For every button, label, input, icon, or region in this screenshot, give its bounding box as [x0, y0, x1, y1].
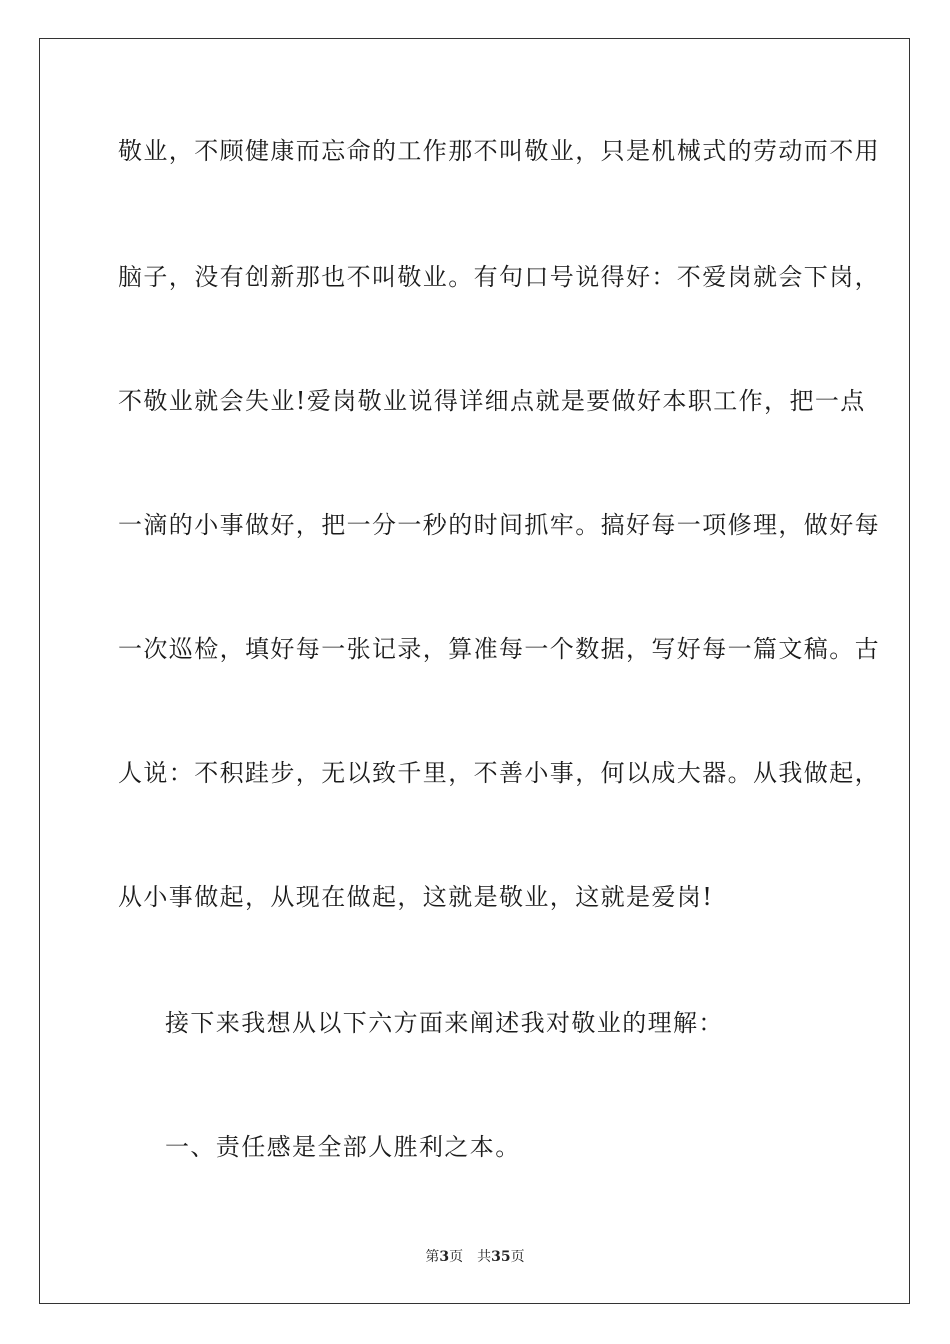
- total-suffix: 页: [510, 1249, 525, 1265]
- body-text-line-5: 一次巡检，填好每一张记录，算准每一个数据，写好每一篇文稿。古: [118, 635, 880, 663]
- body-text-line-4: 一滴的小事做好，把一分一秒的时间抓牢。搞好每一项修理，做好每: [118, 511, 880, 539]
- body-text-line-2: 脑子，没有创新那也不叫敬业。有句口号说得好：不爱岗就会下岗，: [118, 263, 880, 291]
- section-heading: 一、责任感是全部人胜利之本。: [165, 1133, 521, 1161]
- page-footer: [0, 1248, 950, 1266]
- intro-paragraph: 接下来我想从以下六方面来阐述我对敬业的理解：: [165, 1009, 724, 1037]
- page-prefix: 第: [425, 1249, 440, 1265]
- page-border: [39, 38, 910, 1304]
- total-prefix: 共: [477, 1249, 492, 1265]
- total-pages: 35: [491, 1249, 511, 1265]
- body-text-line-3: 不敬业就会失业!爱岗敬业说得详细点就是要做好本职工作，把一点: [118, 387, 866, 415]
- body-text-line-7: 从小事做起，从现在做起，这就是敬业，这就是爱岗!: [118, 883, 714, 911]
- body-text-line-6: 人说：不积跬步，无以致千里，不善小事，何以成大器。从我做起，: [118, 759, 880, 787]
- body-text-line-1: 敬业，不顾健康而忘命的工作那不叫敬业，只是机械式的劳动而不用: [118, 137, 880, 165]
- page-number: 3: [439, 1249, 450, 1265]
- page-suffix: 页: [449, 1249, 464, 1265]
